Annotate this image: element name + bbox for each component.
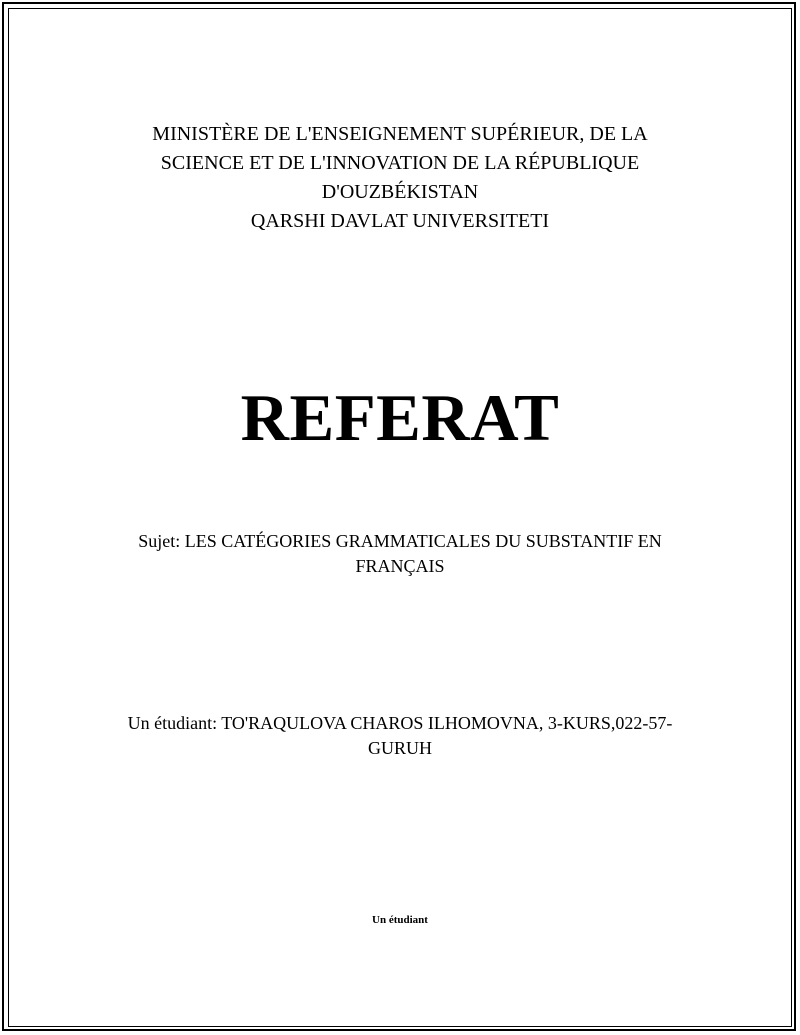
subject-line-2: FRANÇAIS — [355, 556, 445, 576]
student-block — [0, 711, 800, 761]
subject-line-1: Sujet: LES CATÉGORIES GRAMMATICALES DU SUBSTANTIF EN — [138, 531, 662, 551]
header-line-2: SCIENCE ET DE L'INNOVATION DE LA RÉPUBLIQUE — [160, 152, 640, 174]
university-name: QARSHI DAVLAT UNIVERSITETI — [250, 210, 550, 232]
student-line-2: GURUH — [367, 738, 432, 758]
footer-label: Un étudiant — [372, 914, 428, 926]
student-line-1: Un étudiant: TO'RAQULOVA CHAROS ILHOMOVNA, 3-KURS,022-57- — [127, 713, 673, 733]
institution-header — [0, 120, 800, 236]
header-line-3: D'OUZBÉKISTAN — [321, 181, 479, 203]
document-title: REFERAT — [240, 381, 560, 455]
header-line-1: MINISTÈRE DE L'ENSEIGNEMENT SUPÉRIEUR, DE LA — [152, 123, 648, 145]
subject-block — [0, 529, 800, 579]
